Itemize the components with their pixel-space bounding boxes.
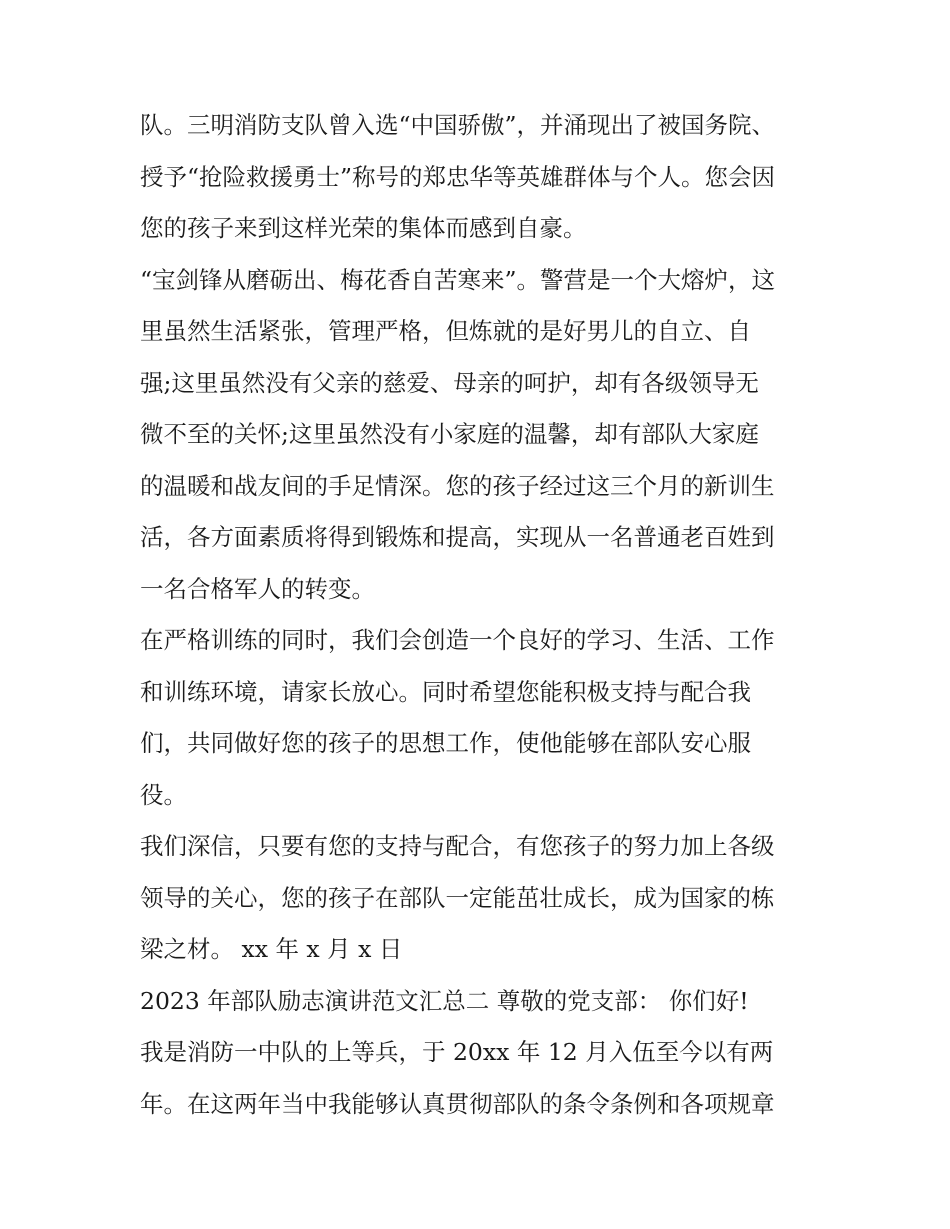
text-line: 微不至的关怀;这里虽然没有小家庭的温馨，却有部队大家庭 [140,420,759,448]
text-line: 我是消防一中队的上等兵，于 20xx 年 12 月入伍至今以有两 [140,1038,774,1066]
text-line: 您的孩子来到这样光荣的集体而感到自豪。 [140,214,587,242]
text-line: 一名合格军人的转变。 [140,574,375,603]
text-line: 役。 [140,780,187,809]
text-line: “宝剑锋从磨砺出、梅花香自苦寒来”。警营是一个大熔炉，这 [140,265,776,294]
text-line: 年。在这两年当中我能够认真贯彻部队的条令条例和各项规章 [140,1089,775,1118]
text-line: 的温暖和战友间的手足情深。您的孩子经过这三个月的新训生 [140,471,775,500]
text-line: 我们深信，只要有您的支持与配合，有您孩子的努力加上各级 [140,832,775,860]
text-line: 里虽然生活紧张，管理严格，但炼就的是好男儿的自立、自 [140,317,751,345]
document-body [140,100,820,1130]
text-line: 队。三明消防支队曾入选“中国骄傲”，并涌现出了被国务院、 [140,111,776,139]
text-line: 授予“抢险救援勇士”称号的郑忠华等英雄群体与个人。您会因 [140,162,776,191]
text-line: 强;这里虽然没有父亲的慈爱、母亲的呵护，却有各级领导无 [140,368,759,397]
text-line: 领导的关心，您的孩子在部队一定能茁壮成长，成为国家的栋 [140,883,775,912]
text-line: 2023 年部队励志演讲范文汇总二 尊敬的党支部： 你们好! [140,986,749,1015]
text-line: 活，各方面素质将得到锻炼和提高，实现从一名普通老百姓到 [140,523,775,551]
text-line: 们，共同做好您的孩子的思想工作，使他能够在部队安心服 [140,729,751,757]
text-line: 在严格训练的同时，我们会创造一个良好的学习、生活、工作 [140,626,775,654]
text-line: 梁之材。 xx 年 x 月 x 日 [140,935,403,963]
text-line: 和训练环境，请家长放心。同时希望您能积极支持与配合我 [140,677,751,706]
